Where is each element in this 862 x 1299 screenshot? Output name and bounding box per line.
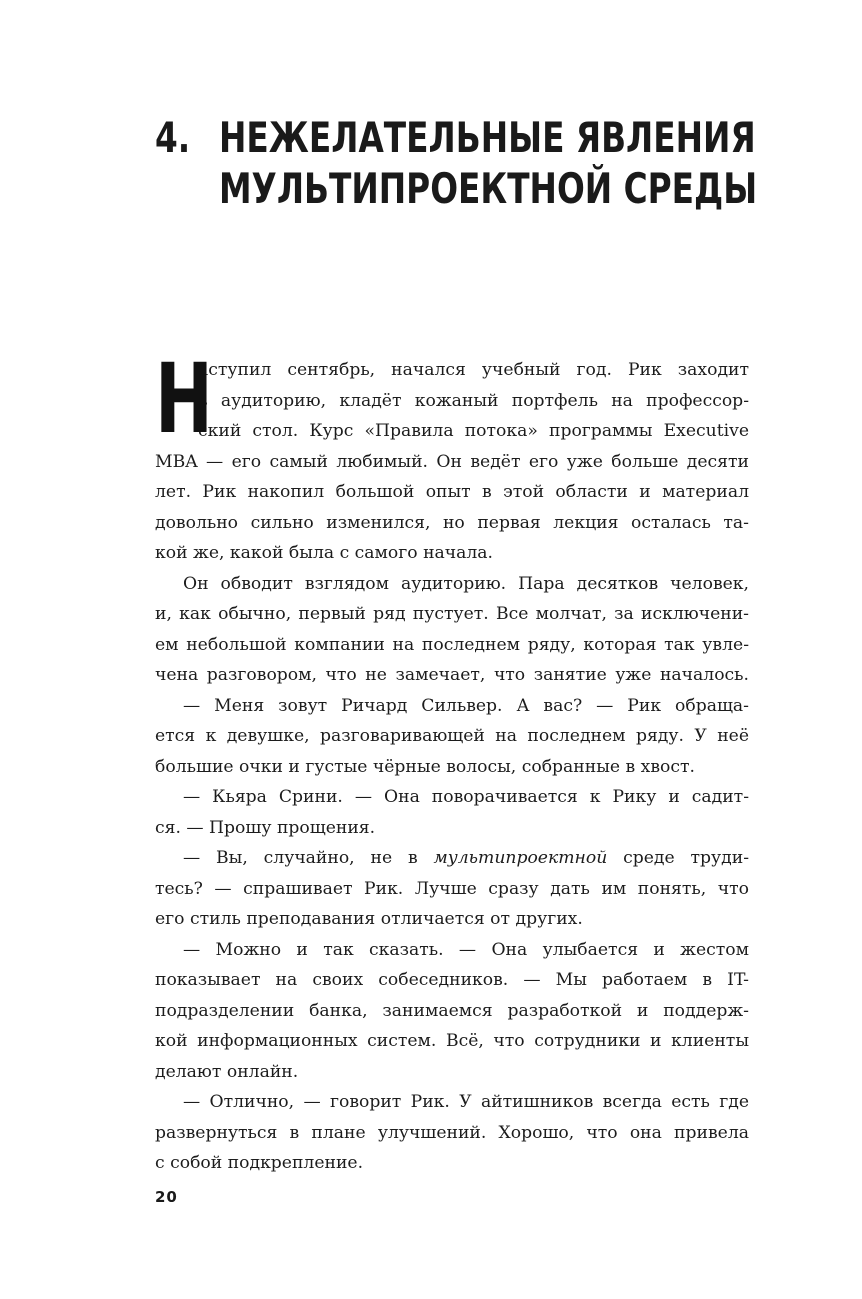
text-line: его стиль преподавания отличается от других. — [155, 909, 583, 929]
text-line: с собой подкрепление. — [155, 1153, 364, 1173]
text-fragment: — Вы, случайно, не в — [183, 848, 434, 868]
chapter-number: 4. — [155, 113, 191, 162]
text-line: тесь? — спрашивает Рик. Лучше сразу дать им понять, что — [155, 878, 749, 899]
page-number: 20 — [155, 1188, 178, 1206]
text-fragment: среде труди- — [607, 848, 749, 868]
text-line: в аудиторию, кладёт кожаный портфель на профессор- — [198, 390, 749, 411]
text-line: — Можно и так сказать. — Она улыбается и жестом — [183, 939, 749, 960]
text-line: ется к девушке, разговаривающей на последнем ряду. У неё — [155, 726, 749, 746]
chapter-title — [219, 112, 812, 214]
text-line: кой информационных систем. Всё, что сотрудники и клиенты — [155, 1031, 749, 1051]
text-line: ский стол. Курс «Правила потока» программы Executive — [198, 421, 749, 441]
text-line: аступил сентябрь, начался учебный год. Рик заходит — [198, 360, 749, 380]
text-line: Он обводит взглядом аудиторию. Пара десятков человек, — [183, 573, 749, 594]
text-line: — Отлично, — говорит Рик. У айтишников всегда есть где — [183, 1092, 749, 1112]
italic-term: мультипроектной — [433, 848, 608, 868]
text-line: — Кьяра Срини. — Она поворачивается к Рику и садит- — [183, 787, 749, 807]
text-line: MBA — его самый любимый. Он ведёт его уже больше десяти — [155, 451, 749, 472]
text-line: чена разговором, что не замечает, что занятие уже началось. — [155, 665, 749, 685]
text-line: большие очки и густые чёрные волосы, собранные в хвост. — [155, 756, 695, 777]
text-line — [155, 843, 749, 874]
body-text — [155, 343, 749, 1179]
text-line: лет. Рик накопил большой опыт в этой области и материал — [155, 482, 749, 502]
drop-cap: Н — [155, 343, 213, 455]
text-line: показывает на своих собеседников. — Мы работаем в IT- — [155, 970, 749, 990]
chapter-title-line-2: МУЛЬТИПРОЕКТНОЙ СРЕДЫ — [218, 164, 758, 213]
text-line: и, как обычно, первый ряд пустует. Все молчат, за исключени- — [155, 604, 749, 624]
text-line: делают онлайн. — [155, 1061, 299, 1082]
text-line: кой же, какой была с самого начала. — [155, 543, 494, 563]
text-line: подразделении банка, занимаемся разработкой и поддерж- — [155, 1000, 749, 1021]
text-line: ем небольшой компании на последнем ряду, которая так увле- — [155, 634, 749, 655]
text-line: — Меня зовут Ричард Сильвер. А вас? — Рик обраща- — [183, 695, 749, 716]
chapter-title-line-1: НЕЖЕЛАТЕЛЬНЫЕ ЯВЛЕНИЯ — [218, 113, 756, 162]
text-line: развернуться в плане улучшений. Хорошо, что она привела — [155, 1122, 749, 1143]
text-line: ся. — Прошу прощения. — [155, 817, 376, 838]
text-line: довольно сильно изменился, но первая лекция осталась та- — [155, 512, 749, 533]
